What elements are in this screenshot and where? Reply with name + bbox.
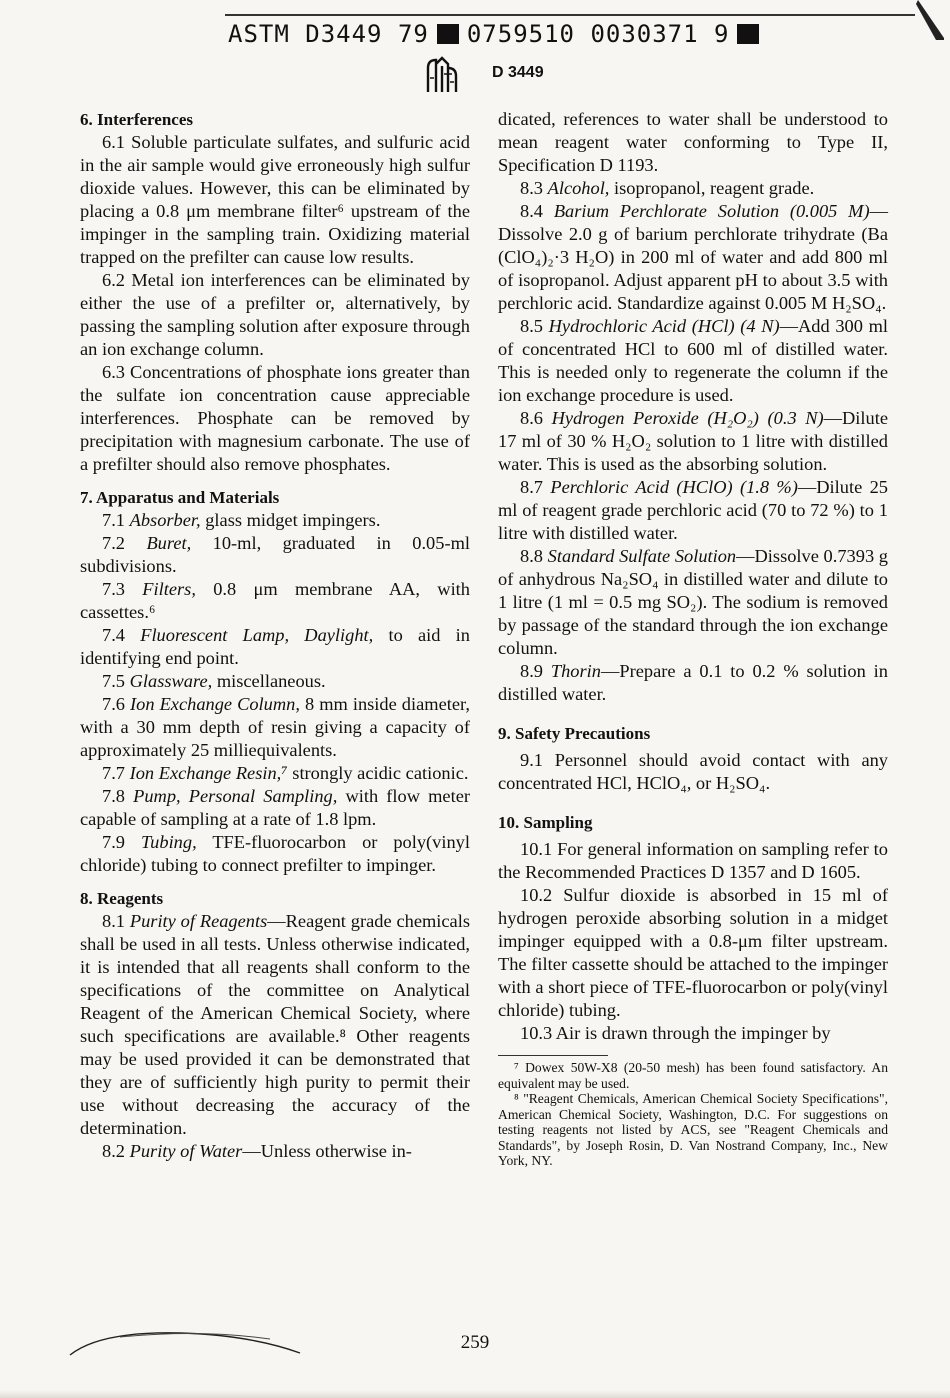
- list-item: 7.9 Tubing, TFE-fluorocarbon or poly(vinyl chloride) tubing to connect prefilter to impinger.: [80, 832, 470, 875]
- list-item: 8.7 Perchloric Acid (HClO) (1.8 %)—Dilute 25 ml of reagent grade perchloric acid (70 to 72 %) to 1 litre with distilled water.: [498, 477, 888, 543]
- section-heading: 9. Safety Precautions: [498, 724, 651, 743]
- paragraph: 9.1 Personnel should avoid contact with any concentrated HCl, HClO₄, or H₂SO₄.: [498, 750, 888, 793]
- astm-logo-icon: [424, 56, 460, 96]
- designation: D 3449: [492, 64, 544, 81]
- section-heading: 7. Apparatus and Materials: [80, 488, 280, 507]
- top-rule: [225, 14, 915, 16]
- list-item: 7.3 Filters, 0.8 μm membrane AA, with cassettes.⁶: [80, 579, 470, 622]
- scan-edge: [0, 1390, 950, 1398]
- paragraph: 6.2 Metal ion interferences can be eliminated by either the use of a prefilter or, alternatively, by passing the sampling solution after exposure through an ion exchange column.: [80, 270, 470, 359]
- header-code-right: 0759510 0030371 9: [466, 20, 730, 48]
- footnote: ⁷ Dowex 50W-X8 (20-50 mesh) has been found satisfactory. An equivalent may be used.: [498, 1060, 888, 1091]
- list-item: 8.6 Hydrogen Peroxide (H₂O₂) (0.3 N)—Dilute 17 ml of 30 % H₂O₂ solution to 1 litre with distilled water. This is used as the absorbing solution.: [498, 408, 888, 474]
- block-mark: [737, 24, 759, 44]
- footnote: ⁸ "Reagent Chemicals, American Chemical Society Specifications", American Chemical Society, Washington, D.C. For suggestions on testing reagents not listed by ACS, see "Reagent Chemicals and Standards", by Joseph Rosin, D. Van Nostrand Company, Inc., New York, NY.: [498, 1091, 888, 1168]
- list-item: 7.5 Glassware, miscellaneous.: [102, 671, 326, 691]
- paragraph: 6.3 Concentrations of phosphate ions greater than the sulfate ion concentration cause appreciable interferences. Phosphate can be removed by precipitation with magnesium carbonate. The use of a prefilter should also remove phosphates.: [80, 362, 470, 474]
- header-code-left: ASTM D3449 79: [228, 20, 429, 48]
- page-number: 259: [460, 1332, 490, 1353]
- paragraph: 10.2 Sulfur dioxide is absorbed in 15 ml of hydrogen peroxide absorbing solution in a midget impinger equipped with a 0.8-μm filter upstream. The filter cassette should be attached to the impinger with a short piece of TFE-fluorocarbon or poly(vinyl chloride) tubing.: [498, 885, 888, 1020]
- list-item: 7.7 Ion Exchange Resin,⁷ strongly acidic cationic.: [102, 763, 469, 783]
- right-column: [498, 108, 888, 1169]
- section-heading: 6. Interferences: [80, 110, 193, 129]
- section-heading: 8. Reagents: [80, 889, 164, 908]
- list-item: 7.2 Buret, 10-ml, graduated in 0.05-ml subdivisions.: [80, 533, 470, 576]
- list-item: 8.2 Purity of Water—Unless otherwise in-: [102, 1141, 412, 1161]
- list-item: 8.4 Barium Perchlorate Solution (0.005 M)—Dissolve 2.0 g of barium perchlorate trihydrate (Ba (ClO₄)₂·3 H₂O) in 200 ml of water and add 800 ml of isopropanol. Adjust apparent pH to about 3.5 with perchloric acid. Standardize against 0.005 M H₂SO₄.: [498, 201, 888, 313]
- header-code: [228, 20, 767, 48]
- footnote-rule: [498, 1055, 608, 1056]
- paragraph: 10.1 For general information on sampling refer to the Recommended Practices D 1357 and D 1605.: [498, 839, 888, 882]
- list-item: 8.8 Standard Sulfate Solution—Dissolve 0.7393 g of anhydrous Na₂SO₄ in distilled water and dilute to 1 litre (1 ml = 0.5 mg SO₂). The sodium is removed by passage of the standard through the ion exchange column.: [498, 546, 888, 658]
- left-column: [80, 108, 470, 1163]
- paragraph: dicated, references to water shall be understood to mean reagent water conforming to Type II, Specification D 1193.: [498, 109, 888, 175]
- list-item: 8.5 Hydrochloric Acid (HCl) (4 N)—Add 300 ml of concentrated HCl to 600 ml of distilled water. This is needed only to regenerate the column if the ion exchange procedure is used.: [498, 316, 888, 405]
- corner-mark: [916, 0, 946, 40]
- list-item: 8.3 Alcohol, isopropanol, reagent grade.: [520, 178, 815, 198]
- paragraph: 10.3 Air is drawn through the impinger by: [520, 1023, 831, 1043]
- list-item: 7.4 Fluorescent Lamp, Daylight, to aid in identifying end point.: [80, 625, 470, 668]
- list-item: 7.8 Pump, Personal Sampling, with flow meter capable of sampling at a rate of 1.8 lpm.: [80, 786, 470, 829]
- list-item: 8.1 Purity of Reagents—Reagent grade chemicals shall be used in all tests. Unless otherwise indicated, it is intended that all reagents shall conform to the specifications of the committee on Analytical Reagent of the American Chemical Society, where such specifications are available.⁸ Other reagents may be used provided it can be demonstrated that they are of sufficiently high purity to permit their use without decreasing the accuracy of the determination.: [80, 911, 470, 1138]
- block-mark: [437, 24, 459, 44]
- list-item: 8.9 Thorin—Prepare a 0.1 to 0.2 % solution in distilled water.: [498, 661, 888, 704]
- paragraph: 6.1 Soluble particulate sulfates, and sulfuric acid in the air sample would give erroneously high sulfur dioxide values. However, this can be eliminated by placing a 0.8 μm membrane filter⁶ upstream of the impinger in the sampling train. Oxidizing material trapped on the prefilter can cause low results.: [80, 132, 470, 267]
- list-item: 7.6 Ion Exchange Column, 8 mm inside diameter, with a 30 mm depth of resin giving a capacity of approximately 25 milliequivalents.: [80, 694, 470, 760]
- list-item: 7.1 Absorber, glass midget impingers.: [102, 510, 381, 530]
- section-heading: 10. Sampling: [498, 813, 593, 832]
